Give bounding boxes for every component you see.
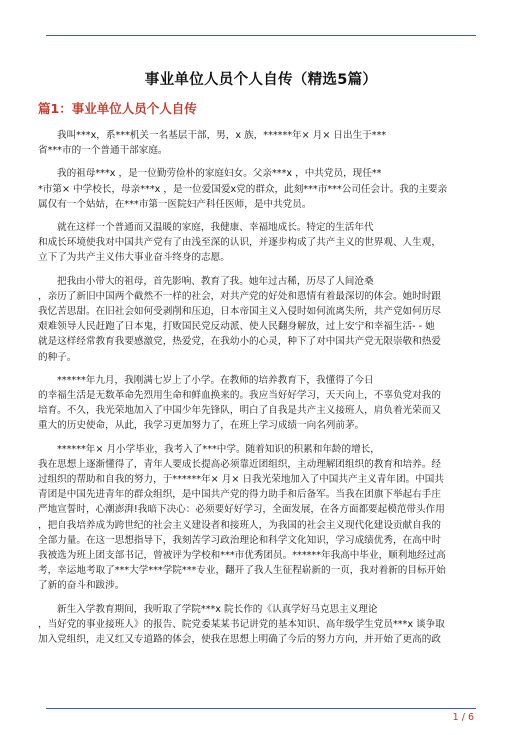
paragraph-line: 的种子。 [38,351,77,363]
paragraph-line: 我在思想上逐渐懂得了，青年人要成长提高必须靠近团组织，主动理解团组织的教育和培养。经 [38,458,441,470]
paragraph-line: 艰难领导人民赶跑了日本鬼，打败国民党反动派、使人民翻身解放，过上安宁和幸福生活- - 她 [38,321,435,333]
paragraph-line: ，当好党的事业接班人》的报告、院党委某某书记讲党的基本知识、高年级学生党员***x 谈争取 [38,618,445,630]
paragraph [38,128,482,158]
paragraph-line: 重大的历史使命，从此，我学习更加努力了，在班上学习成绩一向名列前茅。 [38,420,365,432]
paragraph [38,373,482,434]
paragraph-line: 立下了为共产主义伟大事业奋斗终身的志愿。 [38,252,230,264]
paragraph-line: 的幸福生活是无数革命先烈用生命和鲜血换来的。我应当好好学习，天天向上，不辜负党对我的 [38,390,441,402]
paragraph-line: 严地宣誓时，心潮澎湃!我暗下决心：必须要好好学习，全面发展，在各方面都要起模范带头作用 [38,504,445,516]
paragraph-line: 青团是中国先进青年的群众组织，是中国共产党的得力助手和后备军。当我在团旗下举起右手庄 [38,489,441,501]
paragraph-line: 考，幸运地考取了***大学***学院***专业，翻开了我人生征程崭新的一页，我对着新的目标开始 [38,565,446,577]
paragraph [38,442,482,594]
paragraph [38,220,482,266]
paragraph-line: ******年九月，我刚满七岁上了小学。在教师的培养教育下，我懂得了今日 [57,374,374,386]
paragraph-line: 过组织的帮助和自我的努力，于******年× 月× 日我光荣地加入了中国共产主义青年团。中国共 [38,474,444,486]
paragraph-line: 加入党组织，走又红又专道路的体会，使我在思想上明确了今后的努力方向，并开始了更高的政 [38,634,441,646]
paragraph-line: 把我由小带大的祖母，首先影响、教育了我。她年过古稀，历尽了人间沧桑 [57,275,374,287]
paragraph-line: 我忆苦思甜。在旧社会如何受剥削和压迫，日本帝国主义入侵时如何流离失所，共产党如何历尽 [38,306,441,318]
bottom-rule [46,708,476,709]
paragraph-line: ，把自我培养成为跨世纪的社会主义建设者和接班人，为我国的社会主义现代化建设贡献自我的 [38,519,441,531]
paragraph-line: 我的祖母***x ，是一位勤劳俭朴的家庭妇女。父亲***x ，中共党员，现任** [57,168,382,180]
paragraph-line: *市第× 中学校长，母亲***x ，是一位爱国爱x党的群众，此刻***市***公司任会计。我的主要亲 [38,183,448,195]
paragraph [38,274,482,365]
paragraph-line: 了新的奋斗和跋涉。 [38,580,125,592]
paragraph-line: 全部力量。在这一思想指导下，我刻苦学习政治理论和科学文化知识，学习成绩优秀，在高中时 [38,534,441,546]
paragraph-line: 就是这样经常教育我要感激党，热爱党，在我幼小的心灵，种下了对中国共产党无限崇敬和热爱 [38,336,441,348]
top-rule [46,35,476,36]
paragraph-line: 新生入学教育期间，我听取了学院***x 院长作的《认真学好马克思主义理论 [57,603,378,615]
paragraph-line: ，亲历了新旧中国两个截然不一样的社会，对共产党的好处和恩情有着最深切的体会。她时时跟 [38,290,441,302]
body-text [38,128,482,655]
paragraph-line: 属仅有一个姑姑，在***市第一医院妇产科任医师，是中共党员。 [38,198,312,210]
paragraph-line: 我叫***x，系***机关一名基层干部，男，x 族，******年× 月× 日出生于*** [57,130,387,141]
paragraph-line: 就在这样一个普通而又温暖的家庭，我健康、幸福地成长。特定的生活年代 [57,222,374,234]
paragraph-line: 省***市的一个普通干部家庭。 [38,145,168,157]
document-title: 事业单位人员个人自传（精选5篇） [144,72,378,88]
section-heading: 篇1：事业单位人员个人自传 [38,101,197,116]
page-number: 1 / 6 [452,712,474,723]
paragraph-line: 我被选为班上团支部书记，曾被评为学校和***市优秀团员。******年我高中毕业，顺利地经过高 [38,550,446,562]
paragraph [38,166,482,212]
paragraph-line: 培育。不久，我光荣地加入了中国少年先锋队，明白了自我是共产主义接班人，肩负着光荣而又 [38,405,441,417]
paragraph-line: 和成长环境使我对中国共产党有了由浅至深的认识，并逐步构成了共产主义的世界观、人生观， [38,237,441,249]
paragraph [38,602,482,648]
paragraph-line: ******年× 月小学毕业，我考入了***中学。随着知识的积累和年龄的增长， [57,443,380,455]
